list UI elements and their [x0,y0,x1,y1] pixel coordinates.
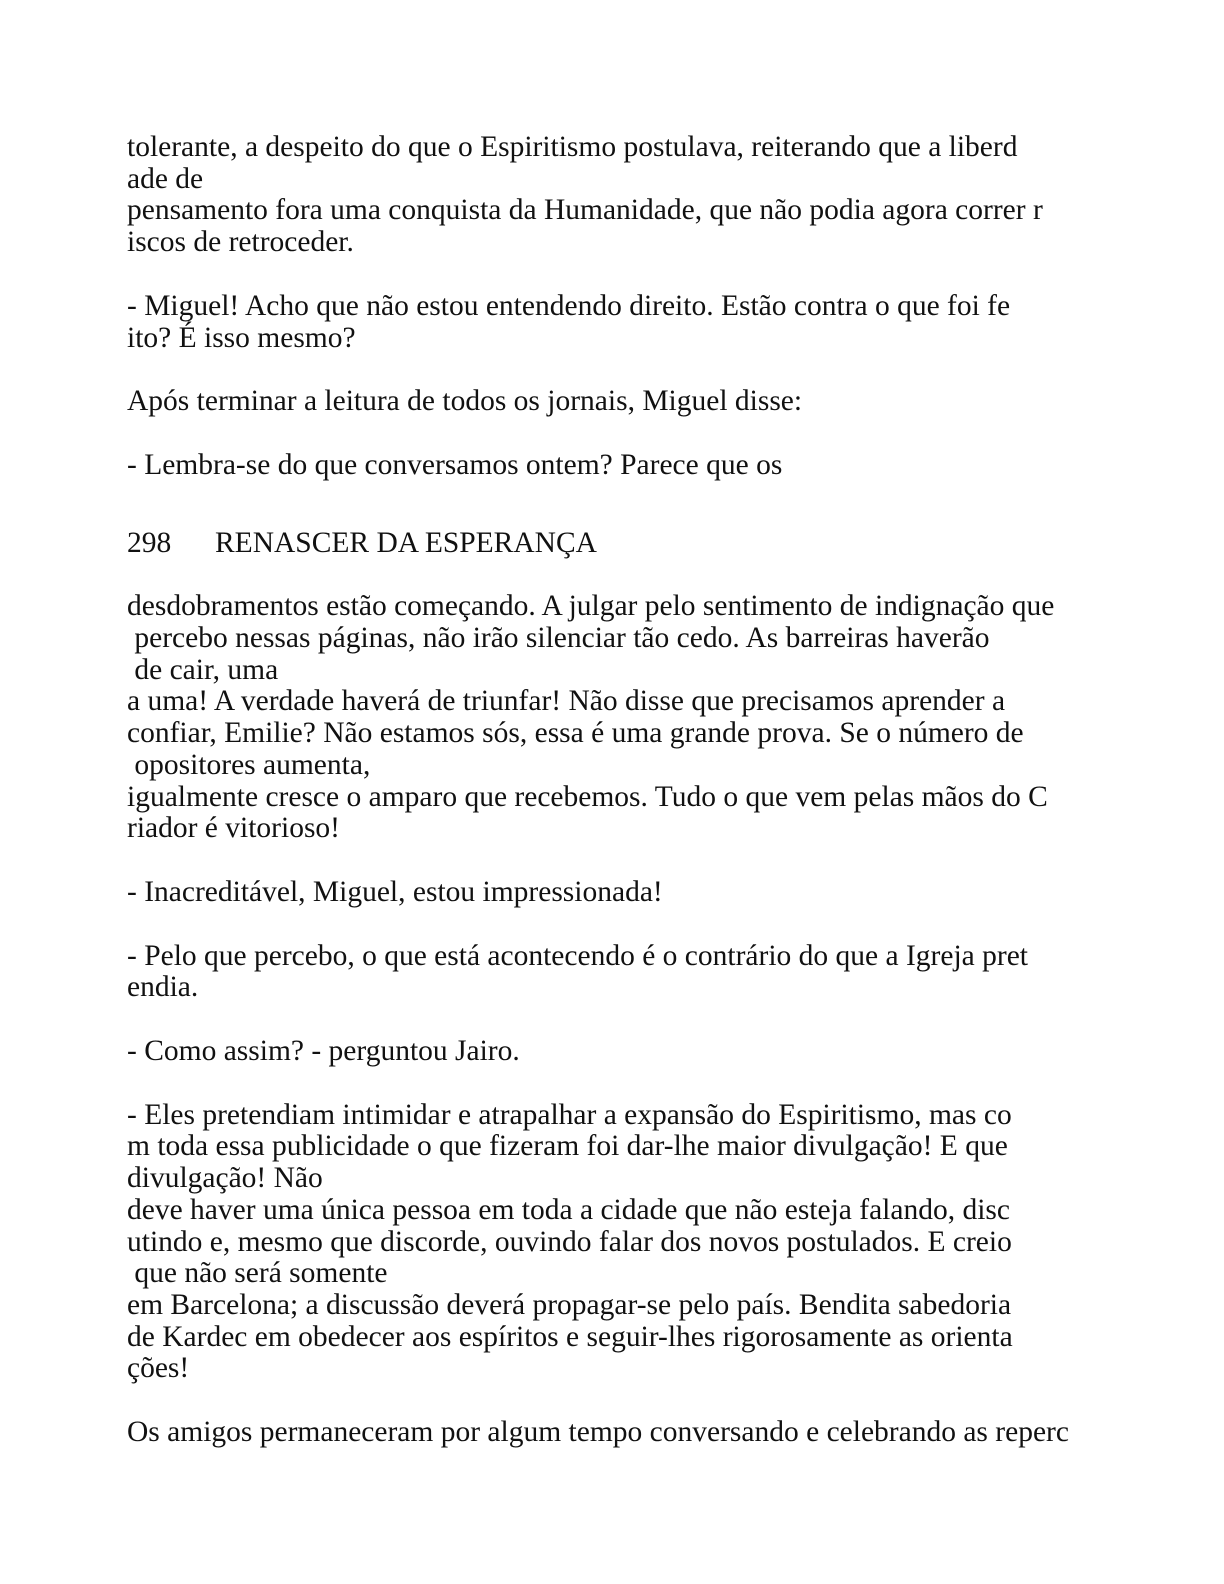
paragraph [127,291,1187,354]
text-line: Após terminar a leitura de todos os jornais, Miguel disse: [127,385,803,418]
text-line: Os amigos permaneceram por algum tempo conversando e celebrando as reperc [127,1416,1069,1449]
paragraph [127,1036,1187,1068]
paragraph [127,450,1187,482]
text-line: de cair, uma [127,653,279,686]
text-block-before-header [127,132,1187,482]
paragraph [127,941,1187,1004]
paragraph [127,132,1187,259]
text-line: em Barcelona; a discussão deverá propagar-se pelo país. Bendita sabedoria [127,1288,1012,1321]
paragraph [127,386,1187,418]
page-number: 298 [127,526,172,559]
text-line: - Pelo que percebo, o que está acontecendo é o contrário do que a Igreja pret [127,939,1028,972]
text-line: desdobramentos estão começando. A julgar pelo sentimento de indignação que [127,590,1055,623]
paragraph [127,591,1187,845]
text-line: - Miguel! Acho que não estou entendendo direito. Estão contra o que foi fe [127,289,1011,322]
text-line: utindo e, mesmo que discorde, ouvindo falar dos novos postulados. E creio [127,1225,1012,1258]
text-line: igualmente cresce o amparo que recebemos. Tudo o que vem pelas mãos do C [127,780,1048,813]
text-line: tolerante, a despeito do que o Espiritismo postulava, reiterando que a liberd [127,131,1018,163]
page-content [127,132,1187,1481]
text-line: - Como assim? - perguntou Jairo. [127,1035,520,1068]
text-line: ito? É isso mesmo? [127,321,356,354]
book-title: RENASCER DA ESPERANÇA [215,526,597,559]
text-line: a uma! A verdade haverá de triunfar! Não disse que precisamos aprender a [127,685,1006,718]
running-header [127,528,1187,560]
text-line: divulgação! Não [127,1162,323,1195]
text-line: opositores aumenta, [127,748,371,781]
paragraph [127,1100,1187,1385]
text-line: riador é vitorioso! [127,812,340,845]
text-line: ade de [127,162,204,195]
text-line: iscos de retroceder. [127,226,354,259]
text-line: - Inacreditável, Miguel, estou impressionada! [127,875,663,908]
text-line: - Eles pretendiam intimidar e atrapalhar a expansão do Espiritismo, mas co [127,1098,1012,1131]
text-line: pensamento fora uma conquista da Humanidade, que não podia agora correr r [127,194,1043,227]
paragraph [127,877,1187,909]
text-line: endia. [127,971,199,1004]
text-line: de Kardec em obedecer aos espíritos e seguir-lhes rigorosamente as orienta [127,1320,1013,1353]
text-line: deve haver uma única pessoa em toda a cidade que não esteja falando, disc [127,1193,1010,1226]
text-line: confiar, Emilie? Não estamos sós, essa é uma grande prova. Se o número de [127,717,1024,750]
paragraph [127,1417,1187,1449]
text-line: m toda essa publicidade o que fizeram foi dar-lhe maior divulgação! E que [127,1130,1008,1163]
text-line: percebo nessas páginas, não irão silenciar tão cedo. As barreiras haverão [127,622,990,655]
text-line: que não será somente [127,1257,388,1290]
text-block-after-header [127,591,1187,1448]
text-line: ções! [127,1352,190,1385]
text-line: - Lembra-se do que conversamos ontem? Parece que os [127,448,783,481]
